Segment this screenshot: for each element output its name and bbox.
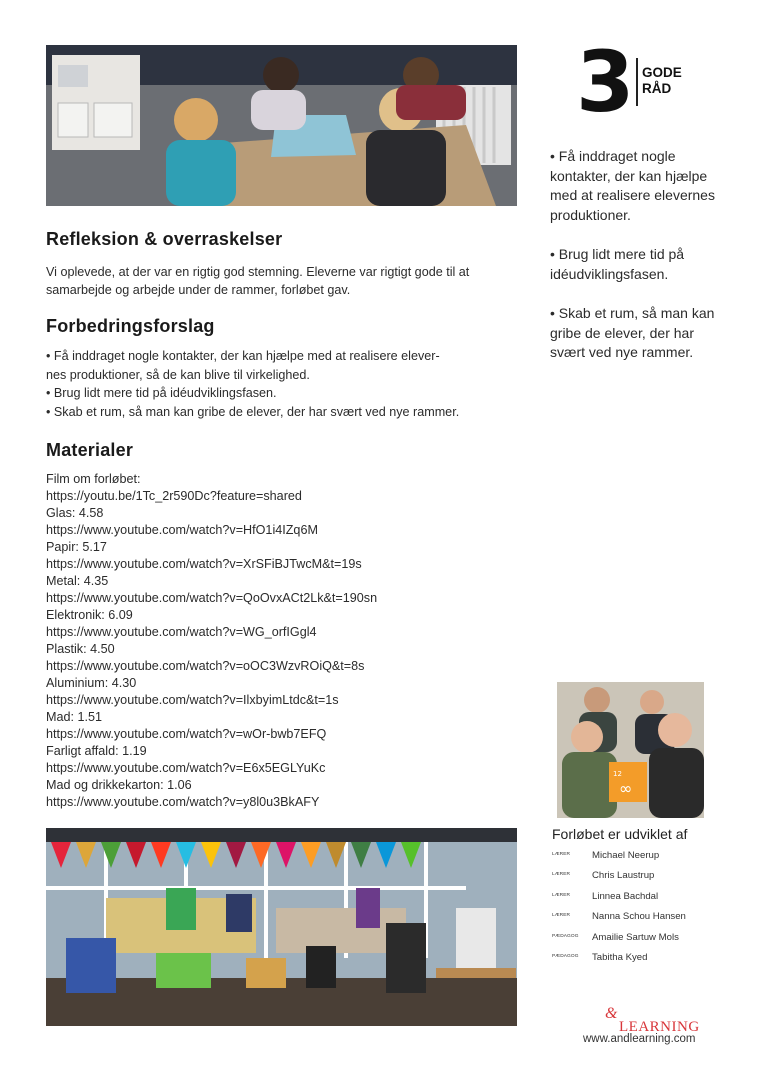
sdg-badge-number: 12	[613, 770, 622, 778]
exhibition-illustration	[46, 828, 517, 1026]
material-line: Mad: 1.51	[46, 710, 103, 724]
exhibition-photo	[46, 828, 517, 1026]
material-line: Mad og drikkekarton: 1.06	[46, 778, 192, 792]
credit-name: Amailie Sartuw Mols	[592, 931, 679, 943]
children-crafting-illustration	[46, 45, 517, 206]
material-link[interactable]: https://www.youtube.com/watch?v=WG_orfIGgl4	[46, 625, 317, 639]
material-line: Metal: 4.35	[46, 574, 109, 588]
credit-role: LÆRER	[552, 872, 571, 878]
credits-title: Forløbet er udviklet af	[552, 826, 688, 842]
tips-number: 3	[576, 33, 635, 131]
material-link[interactable]: https://www.youtube.com/watch?v=IlxbyimLtdc&t=1s	[46, 693, 339, 707]
credit-name: Linnea Bachdal	[592, 890, 659, 902]
material-link[interactable]: https://www.youtube.com/watch?v=y8l0u3BkAFY	[46, 795, 320, 809]
credit-role: LÆRER	[552, 913, 571, 919]
materials-list	[46, 471, 516, 811]
material-link[interactable]: https://www.youtube.com/watch?v=oOC3WzvROiQ&t=8s	[46, 659, 365, 673]
material-link[interactable]: https://www.youtube.com/watch?v=HfO1i4IZq6M	[46, 523, 318, 537]
tips-label	[642, 65, 682, 97]
material-line: Film om forløbet:	[46, 472, 141, 486]
tip-item: • Brug lidt mere tid på idéudviklingsfasen.	[550, 246, 685, 282]
improvements-list	[46, 347, 521, 421]
improvement-item: • Brug lidt mere tid på idéudviklingsfasen.	[46, 386, 277, 400]
material-link[interactable]: https://www.youtube.com/watch?v=QoOvxACt2Lk&t=190sn	[46, 591, 378, 605]
improvement-item: nes produktioner, så de kan blive til virkelighed.	[46, 367, 310, 382]
credit-row	[552, 850, 742, 870]
infinity-icon: ∞	[619, 779, 633, 798]
credit-row	[552, 932, 742, 952]
improvements-title: Forbedringsforslag	[46, 316, 215, 336]
improvement-item: • Få inddraget nogle kontakter, der kan hjælpe med at realisere elever-	[46, 349, 440, 363]
credit-row	[552, 891, 742, 911]
team-illustration	[557, 682, 704, 818]
credit-name: Michael Neerup	[592, 850, 660, 861]
credit-row	[552, 870, 742, 890]
logo-url[interactable]: www.andlearning.com	[583, 1033, 696, 1045]
logo-word: LEARNING	[619, 1019, 700, 1034]
credit-name: Chris Laustrup	[592, 870, 655, 882]
reflection-text: Vi oplevede, at der var en rigtig god stemning. Eleverne var rigtigt gode til at samarbejde og arbejde under de rammer, forløbet gav.	[46, 265, 470, 297]
material-line: Aluminium: 4.30	[46, 676, 137, 690]
tips-divider	[636, 58, 638, 106]
credit-role: LÆRER	[552, 892, 571, 898]
material-line: Papir: 5.17	[46, 540, 107, 554]
credits-list	[552, 850, 742, 972]
reflection-title: Refleksion & overraskelser	[46, 229, 283, 249]
tips-label-line: GODE	[642, 65, 682, 80]
material-link[interactable]: https://www.youtube.com/watch?v=XrSFiBJTwcM&t=19s	[46, 557, 362, 571]
material-link[interactable]: https://www.youtube.com/watch?v=E6x5EGLYuKc	[46, 761, 326, 775]
material-link[interactable]: https://youtu.be/1Tc_2r590Dc?feature=shared	[46, 489, 302, 503]
material-line: Plastik: 4.50	[46, 642, 115, 656]
credit-name: Nanna Schou Hansen	[592, 911, 686, 923]
material-line: Elektronik: 6.09	[46, 608, 133, 622]
tip-item: • Få inddraget nogle kontakter, der kan hjælpe med at realisere elevernes produktioner.	[550, 148, 715, 223]
material-line: Glas: 4.58	[46, 506, 104, 520]
children-crafting-photo	[46, 45, 517, 206]
credit-role: PÆDAGOG	[552, 933, 579, 939]
tips-list	[550, 147, 720, 383]
tip-item: • Skab et rum, så man kan gribe de elever, der har svært ved nye rammer.	[550, 305, 715, 360]
logo-mark	[583, 1004, 723, 1034]
materials-title: Materialer	[46, 440, 134, 460]
material-line: Farligt affald: 1.19	[46, 744, 147, 758]
credit-name: Tabitha Kyed	[592, 951, 648, 963]
credit-role: PÆDAGOG	[552, 953, 579, 959]
credit-row	[552, 911, 742, 931]
credit-role: LÆRER	[552, 852, 571, 857]
improvement-item: • Skab et rum, så man kan gribe de elever, der har svært ved nye rammer.	[46, 404, 460, 419]
team-photo	[557, 682, 704, 818]
logo-ampersand: &	[605, 1005, 618, 1022]
material-link[interactable]: https://www.youtube.com/watch?v=wOr-bwb7EFQ	[46, 727, 327, 741]
tips-label-line: RÅD	[642, 81, 672, 96]
credit-row	[552, 952, 742, 972]
